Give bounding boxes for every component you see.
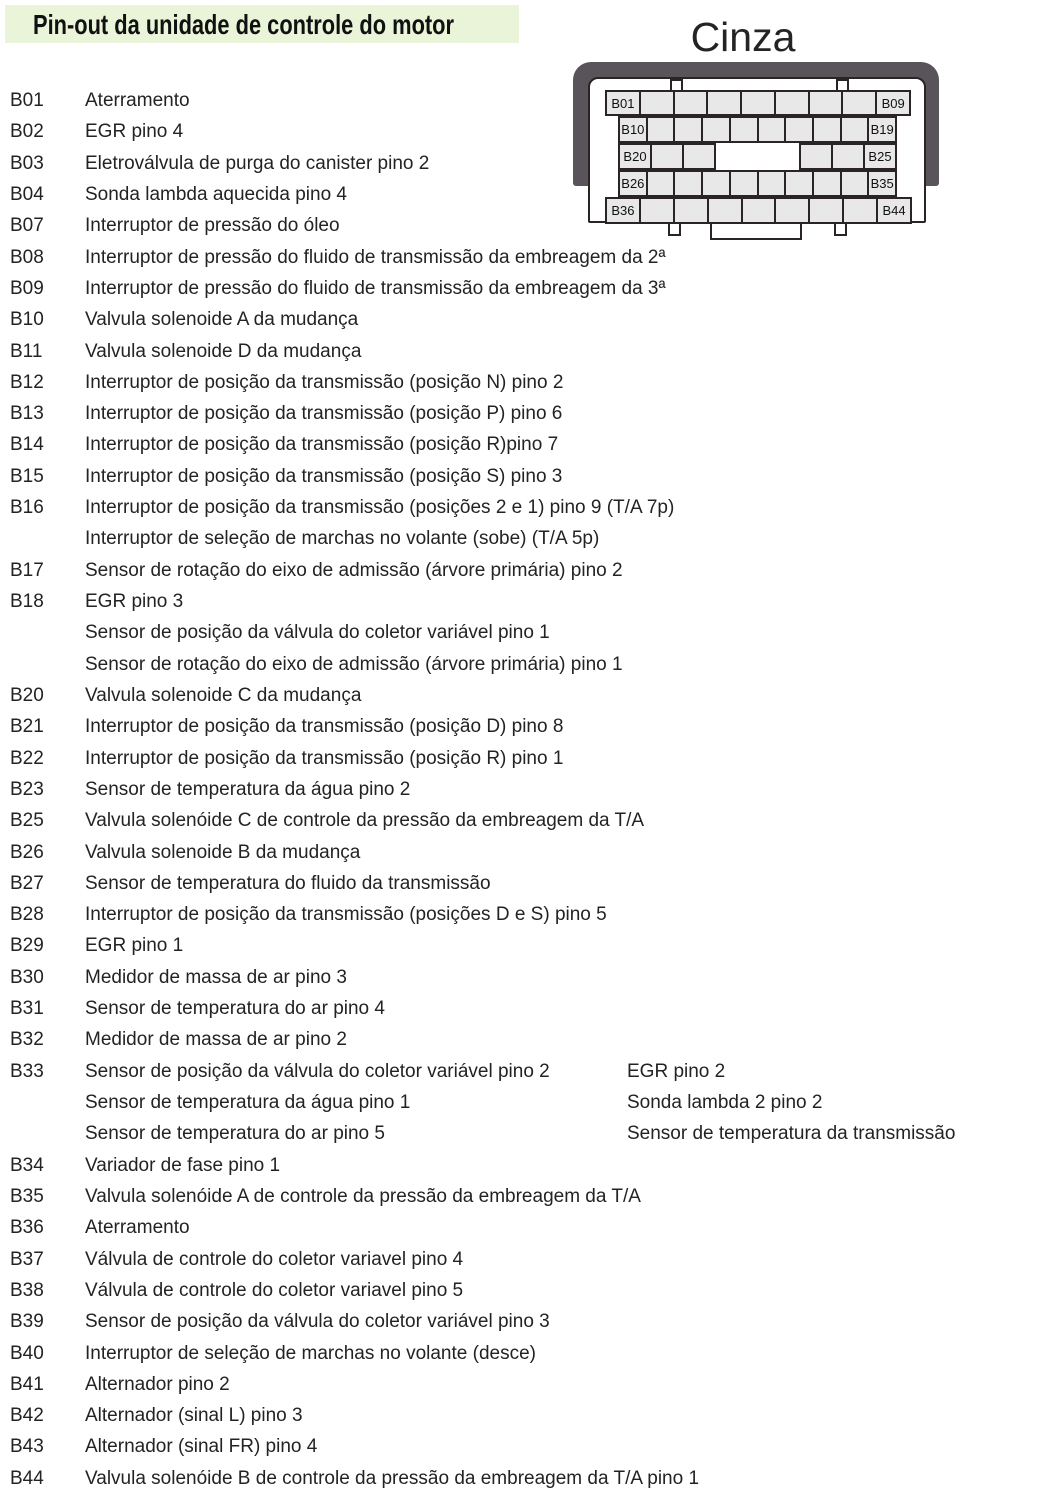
pin-code: B17 bbox=[10, 559, 44, 581]
pin-description: Sensor de posição da válvula do coletor variável pino 2 bbox=[85, 1060, 550, 1082]
pin-description-secondary: EGR pino 2 bbox=[627, 1060, 726, 1082]
pin-description: Interruptor de pressão do óleo bbox=[85, 215, 340, 237]
pin-code: B35 bbox=[10, 1185, 44, 1207]
pin-description: Interruptor de pressão do fluido de transmissão da embreagem da 3ª bbox=[85, 277, 666, 299]
pin-row bbox=[0, 649, 1037, 680]
pin-description: Interruptor de posição da transmissão (posição R) pino 1 bbox=[85, 747, 564, 769]
pin-description: Interruptor de posição da transmissão (posição D) pino 8 bbox=[85, 716, 564, 738]
pin-code: B32 bbox=[10, 1029, 44, 1051]
pin-row bbox=[0, 1463, 1037, 1494]
pin-description: Interruptor de seleção de marchas no volante (desce) bbox=[85, 1342, 536, 1364]
pin-cell: B19 bbox=[867, 116, 897, 143]
pin-description: Valvula solenóide B de controle da pressão da embreagem da T/A pino 1 bbox=[85, 1467, 700, 1489]
pin-code: B34 bbox=[10, 1154, 44, 1176]
pin-code: B08 bbox=[10, 246, 44, 268]
pin-row bbox=[0, 85, 1037, 116]
pin-description: Variador de fase pino 1 bbox=[85, 1154, 281, 1176]
pin-cell: B01 bbox=[605, 90, 641, 116]
pin-description: Sensor de temperatura do fluido da transmissão bbox=[85, 872, 491, 894]
pin-description: Interruptor de posição da transmissão (posição R)pino 7 bbox=[85, 434, 559, 456]
pin-description: Interruptor de seleção de marchas no volante (sobe) (T/A 5p) bbox=[85, 528, 600, 550]
pin-code: B36 bbox=[10, 1217, 44, 1239]
pin-code: B25 bbox=[10, 810, 44, 832]
pin-code: B33 bbox=[10, 1060, 44, 1082]
pin-code: B15 bbox=[10, 465, 44, 487]
pin-cell: B10 bbox=[618, 116, 648, 143]
pin-code: B26 bbox=[10, 841, 44, 863]
pin-row bbox=[0, 1306, 1037, 1337]
pin-row bbox=[0, 273, 1037, 304]
pin-code: B18 bbox=[10, 591, 44, 612]
pin-row bbox=[0, 210, 1037, 241]
pin-code: B20 bbox=[10, 684, 44, 706]
pin-description: Eletroválvula de purga do canister pino 2 bbox=[85, 152, 430, 174]
pin-code: B42 bbox=[10, 1405, 44, 1427]
pin-description: Sensor de rotação do eixo de admissão (árvore primária) pino 1 bbox=[85, 653, 623, 675]
pin-description: Interruptor de posição da transmissão (posições 2 e 1) pino 9 (T/A 7p) bbox=[85, 497, 675, 519]
pin-description: Valvula solenoide B da mudança bbox=[85, 841, 361, 863]
pin-row bbox=[0, 304, 1037, 335]
pin-row bbox=[0, 711, 1037, 742]
pin-code: B40 bbox=[10, 1342, 44, 1364]
pin-code: B41 bbox=[10, 1373, 44, 1395]
pin-row bbox=[0, 617, 1037, 648]
pin-row bbox=[0, 1150, 1037, 1181]
pin-row bbox=[0, 743, 1037, 774]
pin-description: Válvula de controle do coletor variavel pino 4 bbox=[85, 1248, 464, 1270]
pin-description: Sensor de posição da válvula do coletor variável pino 3 bbox=[85, 1311, 550, 1333]
pin-description: Valvula solenoide C da mudança bbox=[85, 684, 362, 706]
pin-row bbox=[0, 1431, 1037, 1462]
pin-description: Interruptor de posição da transmissão (posição P) pino 6 bbox=[85, 403, 563, 425]
pin-description: Sensor de posição da válvula do coletor variável pino 1 bbox=[85, 622, 550, 644]
pin-row bbox=[0, 837, 1037, 868]
pin-cell: B36 bbox=[605, 197, 641, 224]
pin-code: B11 bbox=[10, 340, 43, 362]
pin-row bbox=[0, 899, 1037, 930]
pin-row bbox=[0, 1369, 1037, 1400]
pin-code: B10 bbox=[10, 309, 44, 331]
pin-code: B13 bbox=[10, 403, 44, 425]
pin-row bbox=[0, 868, 1037, 899]
pin-description: Sensor de temperatura do ar pino 4 bbox=[85, 998, 385, 1020]
pin-row bbox=[0, 461, 1037, 492]
pin-row bbox=[0, 523, 1037, 554]
pin-code: B01 bbox=[10, 90, 44, 111]
pin-row bbox=[0, 1181, 1037, 1212]
pin-row bbox=[0, 1275, 1037, 1306]
pin-row bbox=[0, 774, 1037, 805]
pin-description: EGR pino 3 bbox=[85, 591, 184, 612]
pin-code: B12 bbox=[10, 371, 44, 393]
pin-code: B21 bbox=[10, 716, 44, 738]
pin-description: Interruptor de posição da transmissão (posições D e S) pino 5 bbox=[85, 904, 607, 926]
pin-row bbox=[0, 680, 1037, 711]
pin-code: B14 bbox=[10, 434, 44, 456]
pin-description: Interruptor de pressão do fluido de transmissão da embreagem da 2ª bbox=[85, 246, 666, 268]
pin-code: B38 bbox=[10, 1279, 44, 1301]
pin-description: Válvula de controle do coletor variavel pino 5 bbox=[85, 1279, 464, 1301]
pin-code: B04 bbox=[10, 183, 44, 205]
pin-code: B02 bbox=[10, 121, 44, 143]
page-title: Pin-out da unidade de controle do motor bbox=[33, 9, 455, 40]
pin-row bbox=[0, 1056, 1037, 1087]
pin-row bbox=[0, 116, 1037, 147]
pin-description: Sonda lambda aquecida pino 4 bbox=[85, 183, 347, 205]
pin-code: B37 bbox=[10, 1248, 44, 1270]
pin-description: Sensor de temperatura do ar pino 5 bbox=[85, 1123, 385, 1145]
pin-description: Interruptor de posição da transmissão (posição N) pino 2 bbox=[85, 371, 564, 393]
pin-code: B07 bbox=[10, 215, 44, 237]
pin-description: Sensor de temperatura da água pino 2 bbox=[85, 778, 411, 800]
pin-description: Interruptor de posição da transmissão (posição S) pino 3 bbox=[85, 465, 563, 487]
pin-description: Valvula solenoide A da mudança bbox=[85, 309, 359, 331]
pin-cell: B20 bbox=[618, 143, 652, 170]
pin-row bbox=[0, 492, 1037, 523]
pin-description: Sensor de rotação do eixo de admissão (árvore primária) pino 2 bbox=[85, 559, 623, 581]
pin-row bbox=[0, 930, 1037, 961]
pin-cell: B09 bbox=[875, 90, 911, 116]
pin-description: EGR pino 1 bbox=[85, 935, 184, 957]
pin-list bbox=[0, 85, 1037, 1494]
pin-description: Aterramento bbox=[85, 1217, 190, 1239]
pin-code: B23 bbox=[10, 778, 44, 800]
pin-description: Sensor de temperatura da água pino 1 bbox=[85, 1092, 411, 1113]
pin-code: B09 bbox=[10, 277, 44, 299]
pin-description: Alternador (sinal L) pino 3 bbox=[85, 1405, 303, 1427]
pin-row bbox=[0, 586, 1037, 617]
pin-row bbox=[0, 1087, 1037, 1118]
pin-code: B30 bbox=[10, 966, 44, 988]
pin-row bbox=[0, 429, 1037, 460]
pin-cell: B35 bbox=[867, 170, 897, 197]
pin-code: B31 bbox=[10, 998, 44, 1020]
pin-row bbox=[0, 555, 1037, 586]
pin-code: B44 bbox=[10, 1467, 44, 1489]
pin-row bbox=[0, 179, 1037, 210]
pin-code: B29 bbox=[10, 935, 44, 957]
pin-row bbox=[0, 1024, 1037, 1055]
pin-description: Alternador (sinal FR) pino 4 bbox=[85, 1436, 318, 1458]
pin-description: EGR pino 4 bbox=[85, 121, 184, 143]
pin-row bbox=[0, 1212, 1037, 1243]
pin-code: B39 bbox=[10, 1311, 44, 1333]
pin-description: Valvula solenóide A de controle da pressão da embreagem da T/A bbox=[85, 1185, 641, 1207]
pin-row bbox=[0, 398, 1037, 429]
pin-description: Aterramento bbox=[85, 90, 190, 111]
pin-row bbox=[0, 1400, 1037, 1431]
pin-cell: B26 bbox=[618, 170, 648, 197]
pin-description: Valvula solenoide D da mudança bbox=[85, 340, 362, 362]
pin-code: B22 bbox=[10, 747, 44, 769]
pin-description-secondary: Sonda lambda 2 pino 2 bbox=[627, 1092, 823, 1113]
pin-code: B27 bbox=[10, 872, 44, 894]
pin-code: B43 bbox=[10, 1436, 44, 1458]
pin-row bbox=[0, 1118, 1037, 1149]
pin-row bbox=[0, 1244, 1037, 1275]
pin-description: Medidor de massa de ar pino 2 bbox=[85, 1029, 347, 1051]
pin-row bbox=[0, 148, 1037, 179]
pin-code: B28 bbox=[10, 904, 44, 926]
pin-code: B16 bbox=[10, 497, 44, 519]
pin-row bbox=[0, 367, 1037, 398]
pin-description-secondary: Sensor de temperatura da transmissão bbox=[627, 1123, 956, 1145]
pin-cell: B25 bbox=[863, 143, 897, 170]
pin-row bbox=[0, 962, 1037, 993]
pin-description: Alternador pino 2 bbox=[85, 1373, 230, 1395]
pin-description: Medidor de massa de ar pino 3 bbox=[85, 966, 347, 988]
pin-row bbox=[0, 242, 1037, 273]
pin-description: Valvula solenóide C de controle da pressão da embreagem da T/A bbox=[85, 810, 645, 832]
pin-cell: B44 bbox=[876, 197, 912, 224]
pin-row bbox=[0, 336, 1037, 367]
title-highlight bbox=[5, 5, 519, 43]
connector-color-label: Cinza bbox=[690, 14, 796, 60]
pin-code: B03 bbox=[10, 152, 44, 174]
pin-row bbox=[0, 805, 1037, 836]
pin-row bbox=[0, 1338, 1037, 1369]
pin-row bbox=[0, 993, 1037, 1024]
